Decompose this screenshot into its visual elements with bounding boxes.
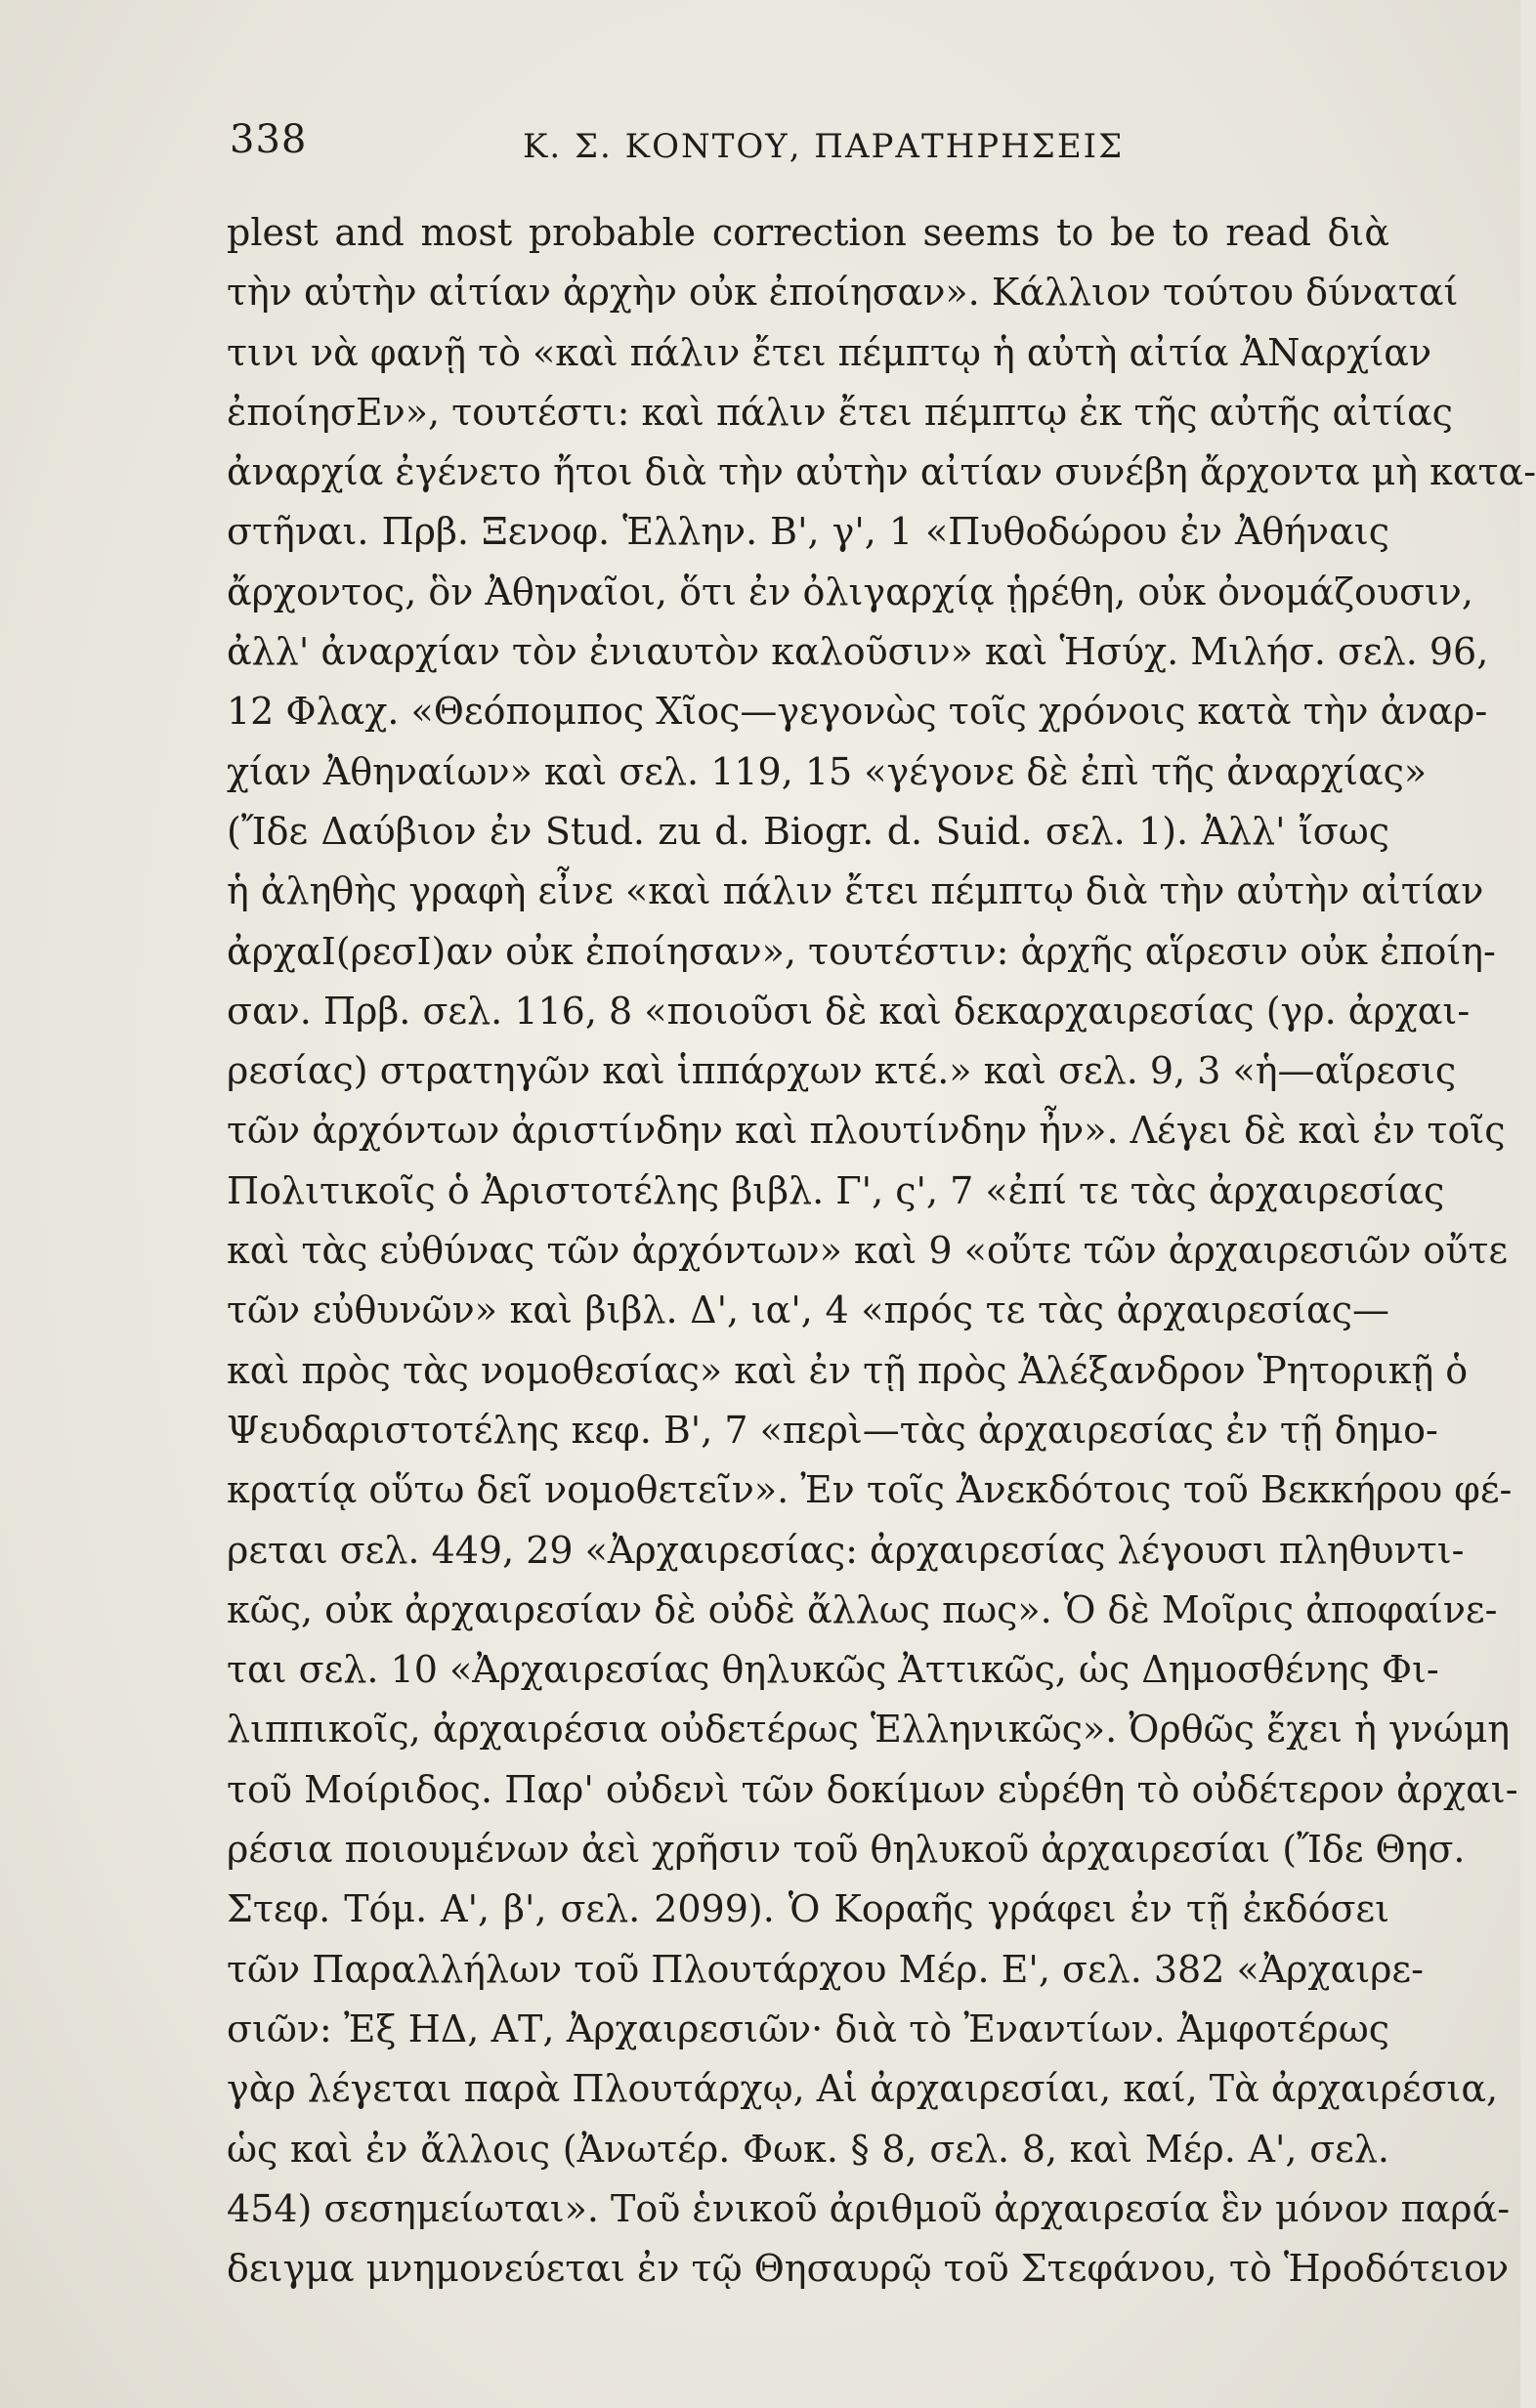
- text-line: τὴν αὐτὴν αἰτίαν ἀρχὴν οὐκ ἐποίησαν». Κάλλιον τούτου δύναταί: [227, 271, 1459, 315]
- text-line: λιππικοῖς, ἀρχαιρέσια οὐδετέρως Ἑλληνικῶς». Ὀρθῶς ἔχει ἡ γνώμη: [227, 1708, 1511, 1752]
- text-line: ται σελ. 10 «Ἀρχαιρεσίας θηλυκῶς Ἀττικῶς, ὡς Δημοσθένης Φι-: [227, 1648, 1439, 1692]
- text-line: ρεσίας) στρατηγῶν καὶ ἱππάρχων κτέ.» καὶ σελ. 9, 3 «ἡ—αἵρεσις: [227, 1049, 1457, 1093]
- page-header: [230, 117, 1383, 186]
- text-line: κρατίᾳ οὕτω δεῖ νομοθετεῖν». Ἐν τοῖς Ἀνεκδότοις τοῦ Βεκκήρου φέ-: [227, 1468, 1513, 1512]
- text-line: κῶς, οὐκ ἀρχαιρεσίαν δὲ οὐδὲ ἄλλως πως». Ὁ δὲ Μοῖρις ἀποφαίνε-: [227, 1587, 1498, 1631]
- text-line: ρεται σελ. 449, 29 «Ἀρχαιρεσίας: ἀρχαιρεσίας λέγουσι πληθυντι-: [227, 1528, 1465, 1572]
- running-title: Κ. Σ. ΚΟΝΤΟΥ, ΠΑΡΑΤΗΡΗΣΕΙΣ: [523, 127, 1125, 166]
- text-line: ἄρχοντος, ὃν Ἀθηναῖοι, ὅτι ἐν ὀλιγαρχίᾳ ᾑρέθη, οὐκ ὀνομάζουσιν,: [227, 570, 1473, 613]
- text-line: ἐποίησΕν», τουτέστι: καὶ πάλιν ἔτει πέμπτῳ ἐκ τῆς αὐτῆς αἰτίας: [227, 390, 1453, 434]
- text-line: ἡ ἀληθὴς γραφὴ εἶνε «καὶ πάλιν ἔτει πέμπτῳ διὰ τὴν αὐτὴν αἰτίαν: [227, 869, 1484, 913]
- text-line: ἀρχαI(ρεσI)αν οὐκ ἐποίησαν», τουτέστιν: ἀρχῆς αἵρεσιν οὐκ ἐποίη-: [227, 929, 1496, 973]
- text-line: τῶν Παραλλήλων τοῦ Πλουτάρχου Μέρ. Ε', σελ. 382 «Ἀρχαιρε-: [227, 1947, 1424, 1991]
- text-line: (Ἴδε Δαύβιον ἐν Stud. zu d. Biogr. d. Suid. σελ. 1). Ἀλλ' ἴσως: [227, 809, 1389, 853]
- text-line: ρέσια ποιουμένων ἀεὶ χρῆσιν τοῦ θηλυκοῦ ἀρχαιρεσίαι (Ἴδε Θησ.: [227, 1828, 1466, 1872]
- text-line: τινι νὰ φανῇ τὸ «καὶ πάλιν ἔτει πέμπτῳ ἡ αὐτὴ αἰτία ἈΝαρχίαν: [227, 330, 1432, 374]
- text-line: χίαν Ἀθηναίων» καὶ σελ. 119, 15 «γέγονε δὲ ἐπὶ τῆς ἀναρχίας»: [227, 749, 1428, 793]
- text-line: σιῶν: Ἐξ ΗΔ, ΑΤ, Ἀρχαιρεσιῶν· διὰ τὸ Ἐναντίων. Ἀμφοτέρως: [227, 2007, 1389, 2050]
- text-line: Ψευδαριστοτέλης κεφ. Β', 7 «περὶ—τὰς ἀρχαιρεσίας ἐν τῇ δημο-: [227, 1408, 1438, 1452]
- body-text: [227, 203, 1536, 2299]
- text-line: 454) σεσημείωται». Τοῦ ἑνικοῦ ἀριθμοῦ ἀρχαιρεσία ἓν μόνον παρά-: [227, 2186, 1511, 2230]
- text-line: δειγμα μνημονεύεται ἐν τῷ Θησαυρῷ τοῦ Στεφάνου, τὸ Ἡροδότειον: [227, 2247, 1510, 2291]
- text-line: τῶν εὐθυνῶν» καὶ βιβλ. Δ', ια', 4 «πρός τε τὰς ἀρχαιρεσίας—: [227, 1288, 1389, 1332]
- text-line: ἀναρχία ἐγένετο ἤτοι διὰ τὴν αὐτὴν αἰτίαν συνέβη ἄρχοντα μὴ κατα-: [227, 450, 1536, 494]
- text-line: τῶν ἀρχόντων ἀριστίνδην καὶ πλουτίνδην ἦν». Λέγει δὲ καὶ ἐν τοῖς: [227, 1109, 1506, 1153]
- text-line: καὶ τὰς εὐθύνας τῶν ἀρχόντων» καὶ 9 «οὔτε τῶν ἀρχαιρεσιῶν οὔτε: [227, 1229, 1509, 1273]
- page-number: 338: [230, 117, 308, 162]
- text-line: 12 Φλαχ. «Θεόπομπος Χῖος—γεγονὼς τοῖς χρόνοις κατὰ τὴν ἀναρ-: [227, 690, 1488, 734]
- text-line: καὶ πρὸς τὰς νομοθεσίας» καὶ ἐν τῇ πρὸς Ἀλέξανδρον Ῥητορικῇ ὁ: [227, 1348, 1469, 1392]
- text-line: Στεφ. Τόμ. Α', β', σελ. 2099). Ὁ Κοραῆς γράφει ἐν τῇ ἐκδόσει: [227, 1887, 1389, 1931]
- text-line: ἀλλ' ἀναρχίαν τὸν ἐνιαυτὸν καλοῦσιν» καὶ Ἡσύχ. Μιλήσ. σελ. 96,: [227, 630, 1489, 674]
- text-line: Πολιτικοῖς ὁ Ἀριστοτέλης βιβλ. Γ', ς', 7 «ἐπί τε τὰς ἀρχαιρεσίας: [227, 1168, 1445, 1212]
- text-line: σαν. Πρβ. σελ. 116, 8 «ποιοῦσι δὲ καὶ δεκαρχαιρεσίας (γρ. ἀρχαι-: [227, 989, 1471, 1033]
- text-line: plest and most probable correction seems to be to read διὰ: [227, 211, 1389, 254]
- text-line: γὰρ λέγεται παρὰ Πλουτάρχῳ, Αἱ ἀρχαιρεσίαι, καί, Τὰ ἀρχαιρέσια,: [227, 2067, 1499, 2111]
- text-line: ὡς καὶ ἐν ἄλλοις (Ἀνωτέρ. Φωκ. § 8, σελ. 8, καὶ Μέρ. Α', σελ.: [227, 2127, 1389, 2171]
- text-line: τοῦ Μοίριδος. Παρ' οὐδενὶ τῶν δοκίμων εὑρέθη τὸ οὐδέτερον ἀρχαι-: [227, 1767, 1518, 1811]
- text-line: στῆναι. Πρβ. Ξενοφ. Ἑλλην. Β', γ', 1 «Πυθοδώρου ἐν Ἀθήναις: [227, 510, 1389, 554]
